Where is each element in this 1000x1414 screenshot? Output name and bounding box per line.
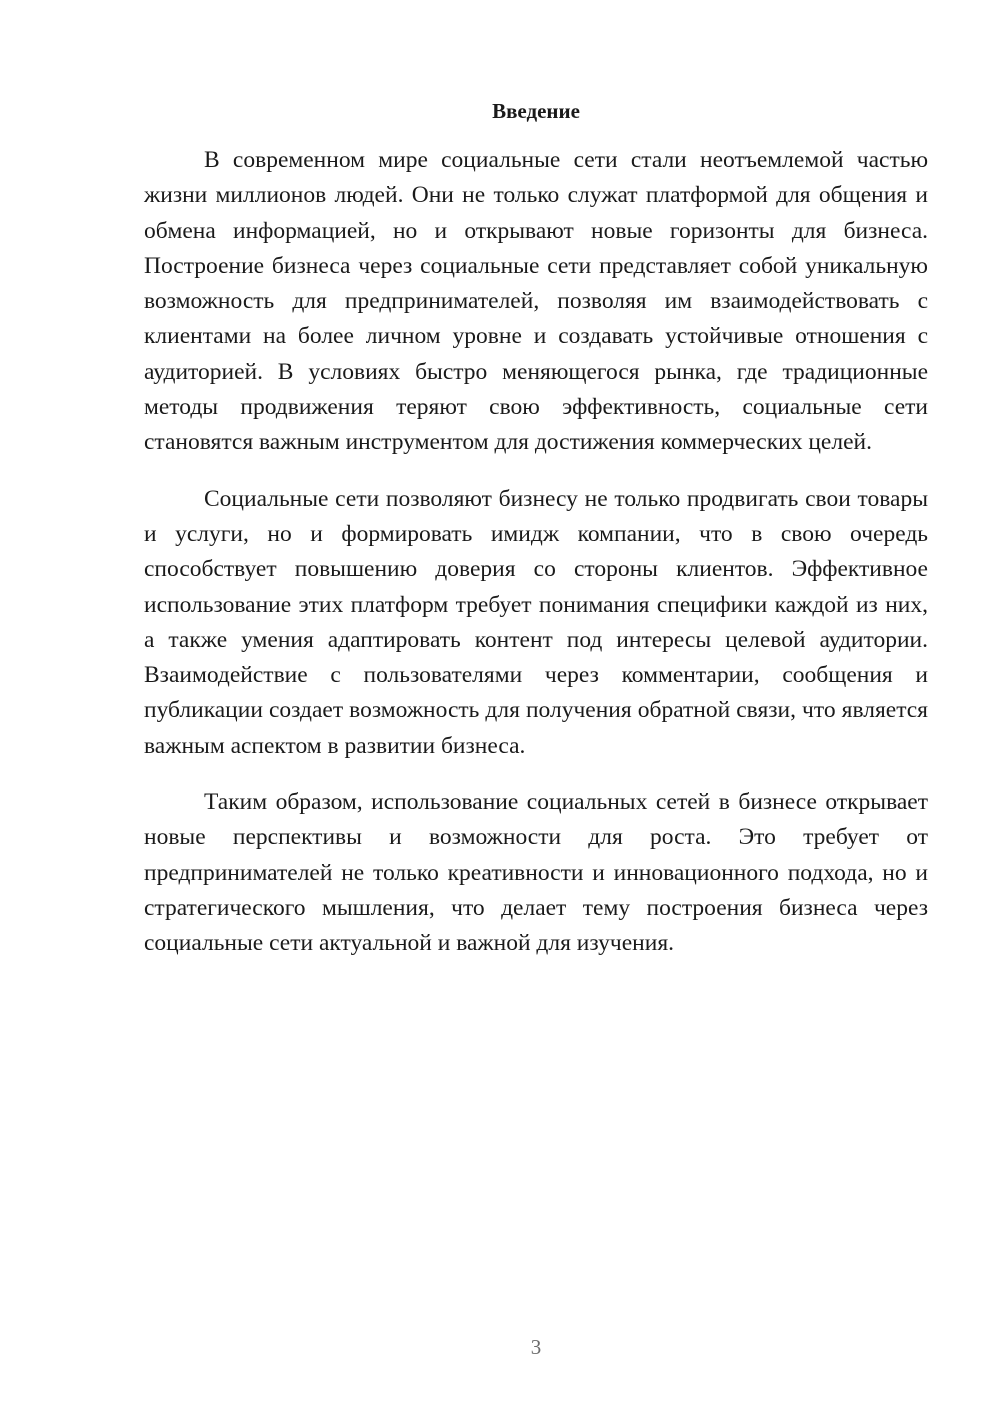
paragraph-2: Социальные сети позволяют бизнесу не только продвигать свои товары и услуги, но и формировать имидж компании, что в свою очередь способствует повышению доверия со стороны клиентов. Эффективное использование этих платформ требует понимания специфики каждой из них, а также умения адаптировать контент под интересы целевой аудитории. Взаимодействие с пользователями через комментарии, сообщения и публикации создает возможность для получения обратной связи, что является важным аспектом в развитии бизнеса. [144,485,928,759]
section-title: Введение [492,99,580,123]
paragraph-1: В современном мире социальные сети стали неотъемлемой частью жизни миллионов людей. Они не только служат платформой для общения и обмена информацией, но и открывают новые горизонты для бизнеса. Построение бизнеса через социальные сети представляет собой уникальную возможность для предпринимателей, позволяя им взаимодействовать с клиентами на более личном уровне и создавать устойчивые отношения с аудиторией. В условиях быстро меняющегося рынка, где традиционные методы продвижения теряют свою эффективность, социальные сети становятся важным инструментом для достижения коммерческих целей. [144,147,928,456]
body-text [144,143,928,983]
paragraph-3: Таким образом, использование социальных сетей в бизнесе открывает новые перспективы и возможности для роста. Это требует от предпринимателей не только креативности и инновационного подхода, но и стратегического мышления, что делает тему построения бизнеса через социальные сети актуальной и важной для изучения. [144,789,928,957]
page-number: 3 [530,1335,542,1359]
